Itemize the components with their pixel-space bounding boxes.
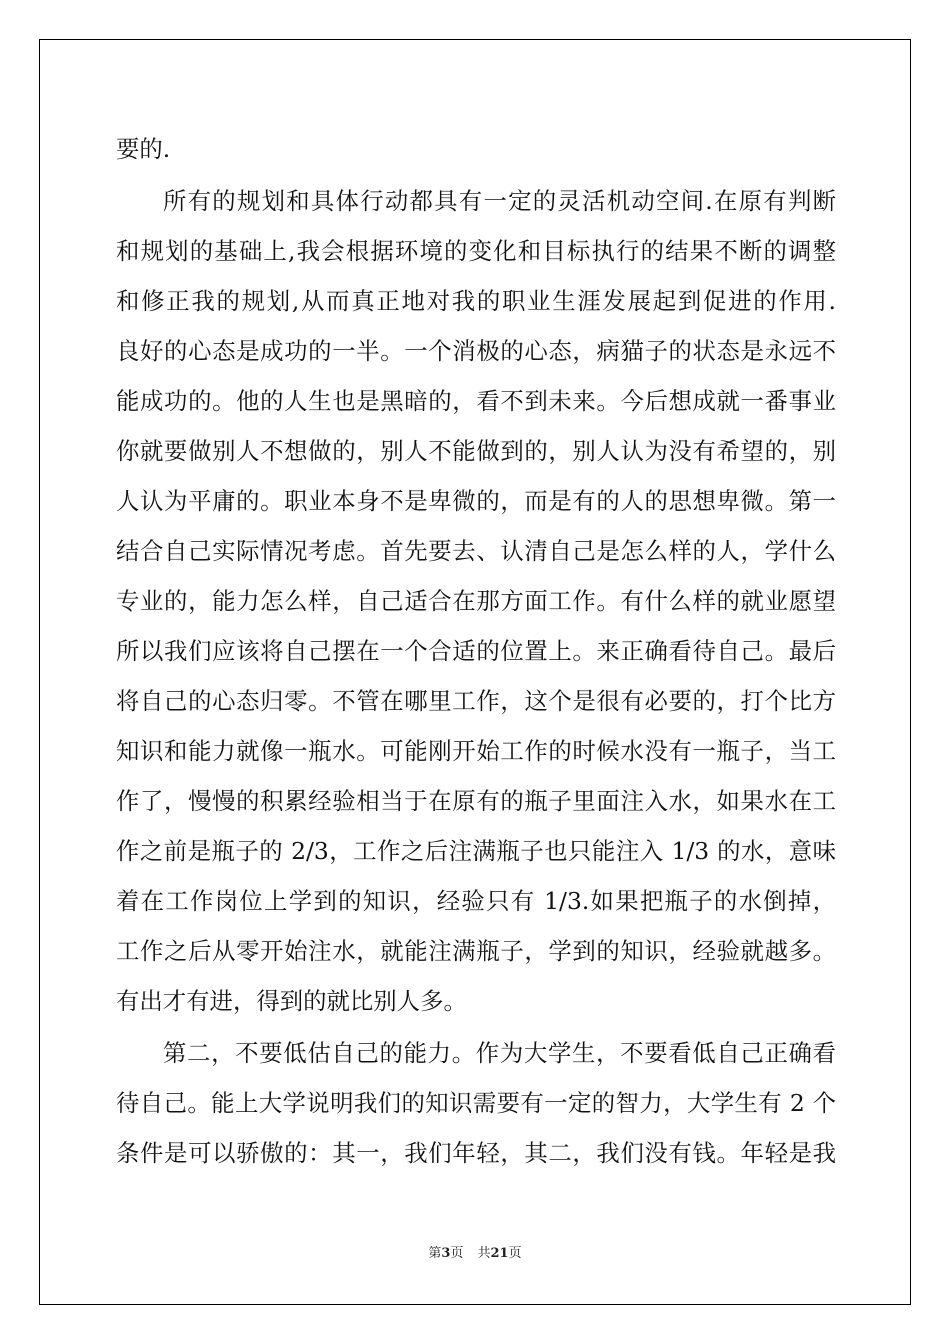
- document-body: [116, 124, 836, 1178]
- text-line: 将自己的心态归零。不管在哪里工作，这个是很有必要的，打个比方: [116, 687, 836, 715]
- text-line: 有出才有进，得到的就比别人多。: [116, 987, 467, 1015]
- text-line: 工作之后从零开始注水，就能注满瓶子，学到的知识，经验就越多。: [116, 937, 836, 965]
- page-footer: [0, 1246, 950, 1262]
- text-line: 待自己。能上大学说明我们的知识需要有一定的智力，大学生有 2 个: [116, 1089, 836, 1117]
- text-line: 作了，慢慢的积累经验相当于在原有的瓶子里面注入水，如果水在工: [116, 787, 836, 815]
- text-line: 所有的规划和具体行动都具有一定的灵活机动空间.在原有判断: [163, 187, 836, 215]
- text-line: 结合自己实际情况考虑。首先要去、认清自己是怎么样的人，学什么: [116, 537, 836, 565]
- total-label-suffix: 页: [508, 1246, 522, 1261]
- text-line: 作之前是瓶子的 2/3，工作之后注满瓶子也只能注入 1/3 的水，意味: [116, 837, 836, 865]
- text-line: 和规划的基础上,我会根据环境的变化和目标执行的结果不断的调整: [116, 237, 836, 265]
- text-line: 良好的心态是成功的一半。一个消极的心态，病猫子的状态是永远不: [116, 337, 836, 365]
- text-line: 专业的，能力怎么样，自己适合在那方面工作。有什么样的就业愿望: [116, 587, 836, 615]
- text-line: 第二，不要低估自己的能力。作为大学生，不要看低自己正确看: [163, 1039, 836, 1067]
- text-line: 你就要做别人不想做的，别人不能做到的，别人认为没有希望的，别: [116, 437, 836, 465]
- page-label-prefix: 第: [428, 1246, 442, 1261]
- text-line: 着在工作岗位上学到的知识，经验只有 1/3.如果把瓶子的水倒掉，: [116, 887, 836, 915]
- page-number: 3: [441, 1246, 451, 1261]
- total-pages: 21: [490, 1246, 509, 1261]
- text-line: 知识和能力就像一瓶水。可能刚开始工作的时候水没有一瓶子，当工: [116, 737, 836, 765]
- text-line: 和修正我的规划,从而真正地对我的职业生涯发展起到促进的作用.: [116, 287, 836, 315]
- text-line: 要的.: [116, 135, 171, 163]
- text-line: 所以我们应该将自己摆在一个合适的位置上。来正确看待自己。最后: [116, 637, 836, 665]
- page-label-suffix: 页: [450, 1246, 464, 1261]
- text-line: 人认为平庸的。职业本身不是卑微的，而是有的人的思想卑微。第一: [116, 487, 836, 515]
- text-line: 条件是可以骄傲的：其一，我们年轻，其二，我们没有钱。年轻是我: [116, 1139, 836, 1167]
- total-label-prefix: 共: [477, 1246, 491, 1261]
- text-line: 能成功的。他的人生也是黑暗的，看不到未来。今后想成就一番事业: [116, 387, 836, 415]
